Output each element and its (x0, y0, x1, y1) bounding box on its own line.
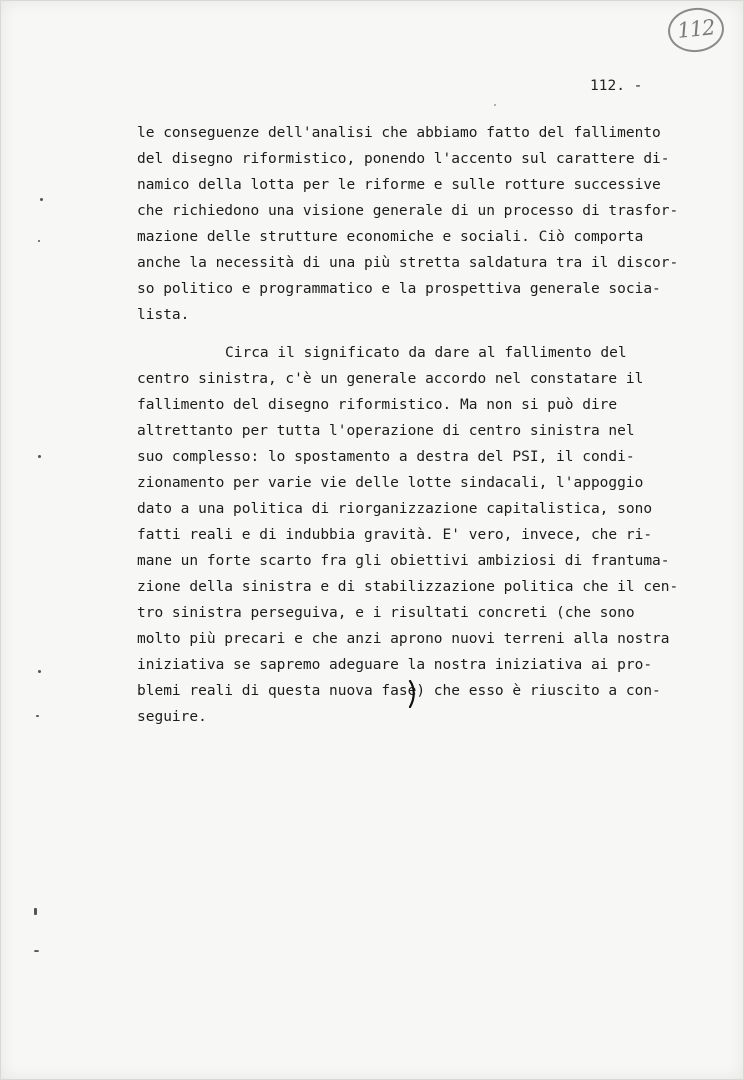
text-line: suo complesso: lo spostamento a destra del PSI, il condi- (137, 449, 635, 465)
text-line: anche la necessità di una più stretta saldatura tra il discor- (137, 255, 679, 271)
text-line: iniziativa se sapremo adeguare la nostra iniziativa ai pro- (137, 657, 653, 673)
text-line: altrettanto per tutta l'operazione di centro sinistra nel (137, 423, 635, 439)
text-line: zione della sinistra e di stabilizzazione politica che il cen- (137, 579, 679, 595)
scan-speck (36, 715, 39, 717)
text-line: blemi reali di questa nuova fase) che esso è riuscito a con- (137, 683, 661, 699)
scan-speck (38, 670, 41, 673)
scan-speck (40, 198, 43, 201)
text-line: che richiedono una visione generale di un processo di trasfor- (137, 203, 679, 219)
scan-speck (38, 455, 41, 458)
archive-stamp: 112 (666, 5, 726, 55)
text-line: centro sinistra, c'è un generale accordo nel constatare il (137, 371, 644, 387)
text-line: molto più precari e che anzi aprono nuovi terreni alla nostra (137, 631, 670, 647)
text-line: Circa il significato da dare al fallimento del (225, 345, 627, 361)
scan-speck (494, 104, 496, 106)
text-line: namico della lotta per le riforme e sulle rotture successive (137, 177, 661, 193)
text-line: fatti reali e di indubbia gravità. E' vero, invece, che ri- (137, 527, 653, 543)
scan-speck (34, 908, 37, 915)
text-line: mane un forte scarto fra gli obiettivi ambiziosi di frantuma- (137, 553, 670, 569)
page-number: 112. - (590, 78, 643, 94)
text-line: mazione delle strutture economiche e sociali. Ciò comporta (137, 229, 644, 245)
text-line: lista. (137, 307, 190, 323)
scan-speck (34, 950, 39, 952)
paragraph-2 (137, 340, 707, 730)
text-line: tro sinistra perseguiva, e i risultati concreti (che sono (137, 605, 635, 621)
text-line: del disegno riformistico, ponendo l'accento sul carattere di- (137, 151, 670, 167)
text-line: seguire. (137, 709, 207, 725)
scan-speck (38, 240, 40, 242)
paragraph-1 (137, 120, 707, 328)
text-line: le conseguenze dell'analisi che abbiamo fatto del fallimento (137, 125, 661, 141)
text-line: fallimento del disegno riformistico. Ma non si può dire (137, 397, 618, 413)
text-line: dato a una politica di riorganizzazione capitalistica, sono (137, 501, 653, 517)
text-line: zionamento per varie vie delle lotte sindacali, l'appoggio (137, 475, 644, 491)
handwritten-parenthesis-mark (408, 680, 416, 708)
text-line: so politico e programmatico e la prospettiva generale socia- (137, 281, 661, 297)
